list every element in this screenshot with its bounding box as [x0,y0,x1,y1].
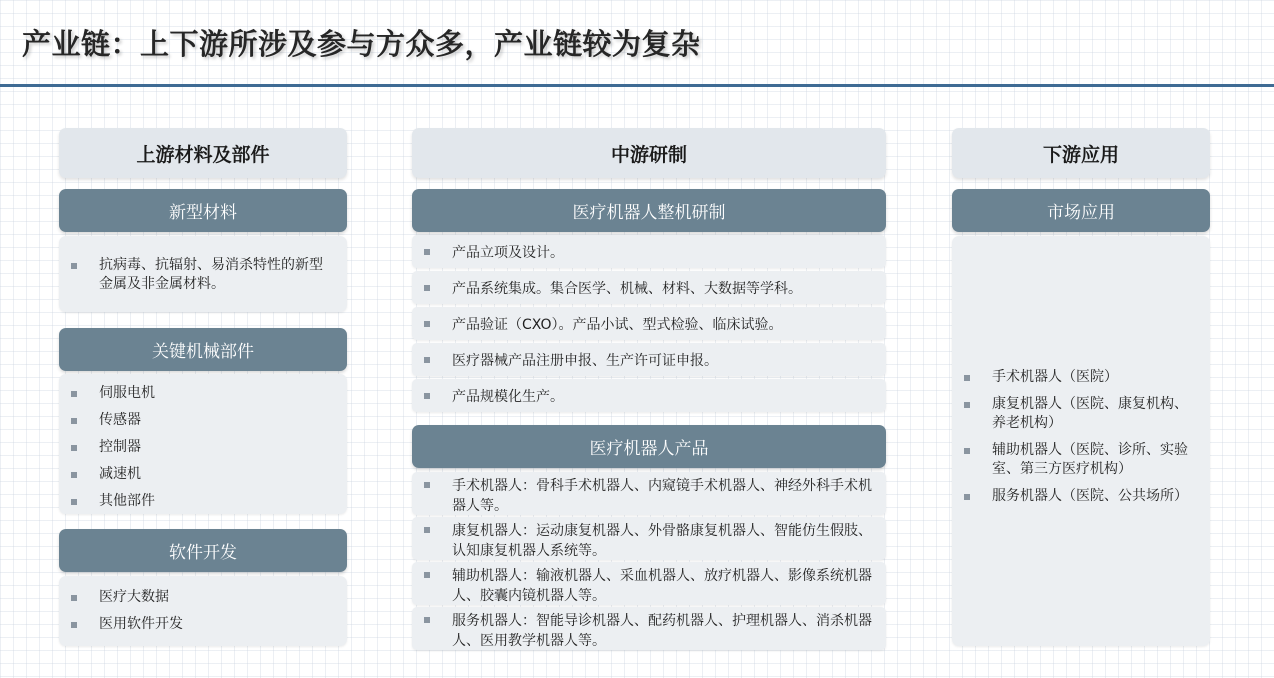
rd-item: 产品规模化生产。 [412,379,886,412]
market-header: 市场应用 [952,189,1210,232]
square-bullet-icon [424,321,430,327]
midstream-header: 中游研制 [412,128,886,178]
list-item: 传感器 [71,407,335,434]
product-item: 辅助机器人：输液机器人、采血机器人、放疗机器人、影像系统机器人、胶囊内镜机器人等。 [412,562,886,605]
square-bullet-icon [424,482,430,488]
rd-item: 产品系统集成。集合医学、机械、材料、大数据等学科。 [412,271,886,304]
list-item: 服务机器人（医院、公共场所） [964,487,1198,506]
product-item: 康复机器人：运动康复机器人、外骨骼康复机器人、智能仿生假肢、认知康复机器人系统等。 [412,517,886,560]
upstream-header: 上游材料及部件 [59,128,347,178]
square-bullet-icon [424,357,430,363]
square-bullet-icon [71,391,77,397]
square-bullet-icon [71,263,77,269]
square-bullet-icon [71,472,77,478]
product-item: 服务机器人：智能导诊机器人、配药机器人、护理机器人、消杀机器人、医用教学机器人等。 [412,607,886,650]
mech-parts-content [59,374,347,514]
list-item: 伺服电机 [71,380,335,407]
rd-item: 医疗器械产品注册申报、生产许可证申报。 [412,343,886,376]
market-content [952,236,1210,646]
square-bullet-icon [71,595,77,601]
software-content [59,576,347,646]
mech-parts-header: 关键机械部件 [59,328,347,371]
rd-item: 产品立项及设计。 [412,235,886,268]
page-title: 产业链：上下游所涉及参与方众多，产业链较为复杂 [22,27,701,61]
list-item: 控制器 [71,434,335,461]
products-header: 医疗机器人产品 [412,425,886,468]
square-bullet-icon [71,418,77,424]
new-materials-content [59,236,347,312]
square-bullet-icon [424,393,430,399]
downstream-header: 下游应用 [952,128,1210,178]
list-item: 辅助机器人（医院、诊所、实验室、第三方医疗机构） [964,441,1198,479]
square-bullet-icon [424,249,430,255]
square-bullet-icon [424,527,430,533]
rd-item: 产品验证（CXO）。产品小试、型式检验、临床试验。 [412,307,886,340]
new-materials-header: 新型材料 [59,189,347,232]
list-item: 手术机器人（医院） [964,368,1198,387]
list-item: 医用软件开发 [71,611,335,638]
square-bullet-icon [964,494,970,500]
rd-header: 医疗机器人整机研制 [412,189,886,232]
list-item: 其他部件 [71,488,335,515]
title-divider [0,84,1274,87]
square-bullet-icon [71,499,77,505]
square-bullet-icon [71,445,77,451]
square-bullet-icon [964,448,970,454]
square-bullet-icon [964,375,970,381]
product-item: 手术机器人：骨科手术机器人、内窥镜手术机器人、神经外科手术机器人等。 [412,472,886,515]
list-item: 抗病毒、抗辐射、易消杀特性的新型金属及非金属材料。 [71,256,335,294]
square-bullet-icon [424,617,430,623]
square-bullet-icon [964,402,970,408]
list-item: 康复机器人（医院、康复机构、养老机构） [964,395,1198,433]
square-bullet-icon [424,285,430,291]
software-header: 软件开发 [59,529,347,572]
list-item: 减速机 [71,461,335,488]
square-bullet-icon [424,572,430,578]
list-item: 医疗大数据 [71,584,335,611]
square-bullet-icon [71,622,77,628]
